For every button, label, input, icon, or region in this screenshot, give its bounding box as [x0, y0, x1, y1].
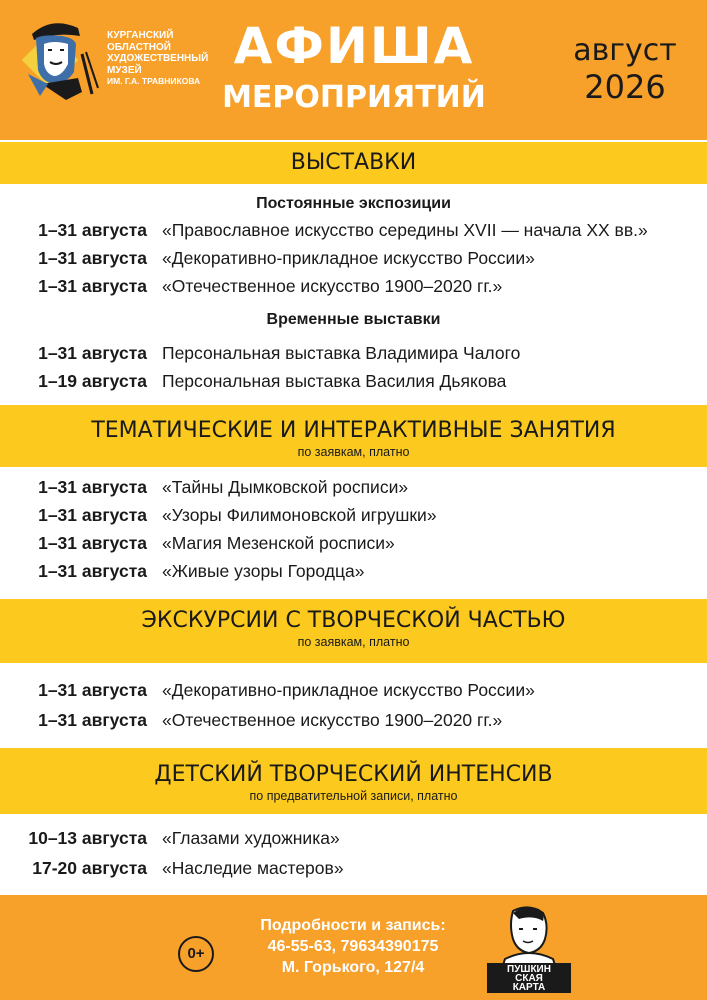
event-date: 1–31 августа — [38, 561, 147, 581]
list-item — [0, 710, 707, 732]
page-title: АФИША — [233, 17, 475, 75]
list-item — [0, 561, 707, 583]
museum-name-line: МУЗЕЙ — [107, 64, 142, 76]
event-name: «Декоративно-прикладное искусство России» — [162, 680, 535, 700]
header — [0, 0, 707, 140]
event-name: «Наследие мастеров» — [162, 858, 344, 878]
section-note: по предватительной записи, платно — [249, 789, 458, 803]
pushkin-card-line: СКАЯ — [515, 973, 543, 984]
event-date: 1–31 августа — [38, 477, 147, 497]
event-date: 1–31 августа — [38, 533, 147, 553]
list-item — [0, 828, 707, 850]
list-item — [0, 505, 707, 527]
year-label: 2026 — [584, 68, 666, 106]
museum-name-line: ОБЛАСТНОЙ — [107, 41, 171, 53]
event-name: «Магия Мезенской росписи» — [162, 533, 395, 553]
event-name: Персональная выставка Владимира Чалого — [162, 343, 521, 363]
event-name: Персональная выставка Василия Дьякова — [162, 371, 507, 391]
list-item — [0, 858, 707, 880]
museum-logo-icon — [22, 14, 102, 100]
pushkin-card-line: ПУШКИН — [507, 964, 551, 975]
event-name: «Отечественное искусство 1900–2020 гг.» — [162, 276, 503, 296]
temporary-heading: Временные выставки — [266, 311, 441, 328]
section-classes-header — [0, 405, 707, 467]
event-date: 1–31 августа — [38, 343, 147, 363]
event-date: 1–19 августа — [38, 371, 147, 391]
pushkin-card-line: КАРТА — [512, 982, 546, 993]
contact-address: М. Горького, 127/4 — [281, 959, 425, 976]
section-excursions-header — [0, 599, 707, 663]
event-name: «Православное искусство середины XVII — начала XX вв.» — [162, 220, 648, 240]
date-block — [555, 33, 695, 105]
age-rating-badge: 0+ — [178, 936, 214, 972]
event-name: «Глазами художника» — [162, 828, 340, 848]
list-item — [0, 220, 707, 242]
event-date: 1–31 августа — [38, 710, 147, 730]
section-title: ДЕТСКИЙ ТВОРЧЕСКИЙ ИНТЕНСИВ — [154, 762, 553, 787]
event-name: «Тайны Дымковской росписи» — [162, 477, 409, 497]
event-date: 1–31 августа — [38, 680, 147, 700]
permanent-heading: Постоянные экспозиции — [256, 195, 451, 212]
event-date: 10–13 августа — [28, 828, 147, 848]
list-item — [0, 477, 707, 499]
event-date: 1–31 августа — [38, 220, 147, 240]
pushkin-card-logo-icon — [483, 903, 575, 995]
museum-name-line: ИМ. Г.А. ТРАВНИКОВА — [107, 76, 201, 86]
list-item — [0, 248, 707, 270]
month-label: август — [573, 33, 677, 68]
event-name: «Живые узоры Городца» — [162, 561, 365, 581]
contact-heading: Подробности и запись: — [260, 917, 446, 934]
event-date: 17-20 августа — [32, 858, 147, 878]
event-date: 1–31 августа — [38, 276, 147, 296]
list-item — [0, 680, 707, 702]
section-intensive-header — [0, 748, 707, 814]
museum-name-line: КУРГАНСКИЙ — [107, 30, 174, 41]
page-subtitle: МЕРОПРИЯТИЙ — [222, 80, 486, 115]
list-item — [0, 533, 707, 555]
section-title: ВЫСТАВКИ — [290, 150, 417, 175]
contact-phone: 46-55-63, 79634390175 — [267, 938, 439, 955]
list-item — [0, 276, 707, 298]
list-item — [0, 343, 707, 365]
section-exhibitions-header — [0, 142, 707, 184]
section-title: ТЕМАТИЧЕСКИЕ И ИНТЕРАКТИВНЫЕ ЗАНЯТИЯ — [91, 418, 616, 443]
event-date: 1–31 августа — [38, 248, 147, 268]
section-title: ЭКСКУРСИИ С ТВОРЧЕСКОЙ ЧАСТЬЮ — [141, 608, 566, 633]
contact-info — [228, 915, 478, 978]
section-note: по заявкам, платно — [297, 445, 410, 459]
event-name: «Узоры Филимоновской игрушки» — [162, 505, 437, 525]
event-name: «Отечественное искусство 1900–2020 гг.» — [162, 710, 503, 730]
museum-name-line: ХУДОЖЕСТВЕННЫЙ — [107, 53, 209, 64]
list-item — [0, 371, 707, 393]
section-note: по заявкам, платно — [297, 635, 410, 649]
event-name: «Декоративно-прикладное искусство России» — [162, 248, 535, 268]
event-date: 1–31 августа — [38, 505, 147, 525]
museum-name — [107, 30, 208, 88]
